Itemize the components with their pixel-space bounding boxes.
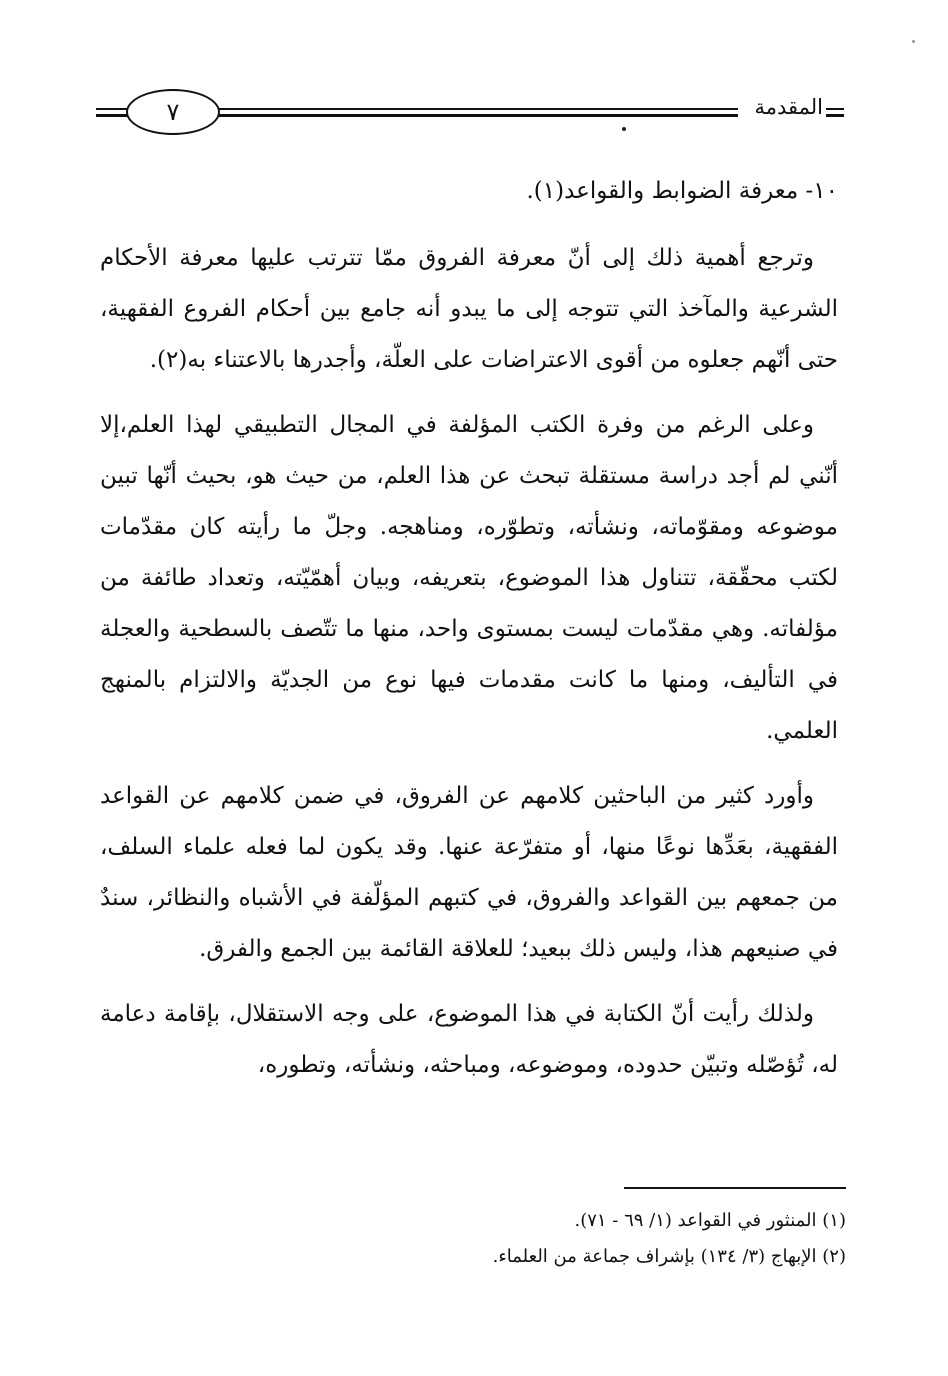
paragraph: ولذلك رأيت أنّ الكتابة في هذا الموضوع، على وجه الاستقلال، بإقامة دعامة له، تُؤصّله وتبيّن حدوده، وموضوعه، ومباحثه، ونشأته، وتطوره، (100, 1001, 838, 1078)
header-rule (214, 114, 738, 117)
page-number: ٧ (126, 89, 220, 135)
footnote-separator (624, 1187, 846, 1189)
footnote: (٢) الإبهاج (٣/ ١٣٤) بإشراف جماعة من العلماء. (492, 1246, 846, 1267)
header-rule (826, 108, 844, 110)
paragraph: وأورد كثير من الباحثين كلامهم عن الفروق، في ضمن كلامهم عن القواعد الفقهية، بعَدِّها نوعًا منها، أو متفرّعة عنها. وقد يكون لما فعله علماء السلف، من جمعهم بين القواعد والفروق، في كتبهم المؤلّفة في الأشباه والنظائر، سندٌ في صنيعهم هذا، وليس ذلك ببعيد؛ للعلاقة القائمة بين الجمع والفرق. (100, 783, 838, 962)
paragraph: وعلى الرغم من وفرة الكتب المؤلفة في المجال التطبيقي لهذا العلم،إلا أنّني لم أجد دراسة مستقلة تبحث عن هذا العلم، من حيث هو، بحيث أنّها تبين موضوعه ومقوّماته، ونشأته، وتطوّره، ومناهجه. وجلّ ما رأيته كان مقدّمات لكتب محقّقة، تتناول هذا الموضوع، بتعريفه، وبيان أهمّيّته، وتعداد طائفة من مؤلفاته. وهي مقدّمات ليست بمستوى واحد، منها ما تتّصف بالسطحية والعجلة في التأليف، ومنها ما كانت مقدمات فيها نوع من الجديّة والالتزام بالمنهج العلمي. (100, 412, 838, 744)
paragraph: وترجع أهمية ذلك إلى أنّ معرفة الفروق ممّا تترتب عليها معرفة الأحكام الشرعية والمآخذ التي تتوجه إلى ما يبدو أنه جامع بين أحكام الفروع الفقهية، حتى أنّهم جعلوه من أقوى الاعتراضات على العلّة، وأجدرها بالاعتناء به(٢). (100, 245, 838, 373)
footnote: (١) المنثور في القواعد (١/ ٦٩ - ٧١). (574, 1210, 846, 1231)
list-item-paragraph: ١٠- معرفة الضوابط والقواعد(١). (526, 178, 838, 204)
page-header (96, 88, 844, 134)
footnotes (300, 1203, 846, 1275)
header-rule (214, 108, 738, 110)
scan-speck (912, 40, 915, 43)
header-rule (826, 114, 844, 117)
main-text (100, 166, 838, 1105)
print-dot (622, 127, 626, 131)
section-title: المقدمة (751, 92, 826, 122)
